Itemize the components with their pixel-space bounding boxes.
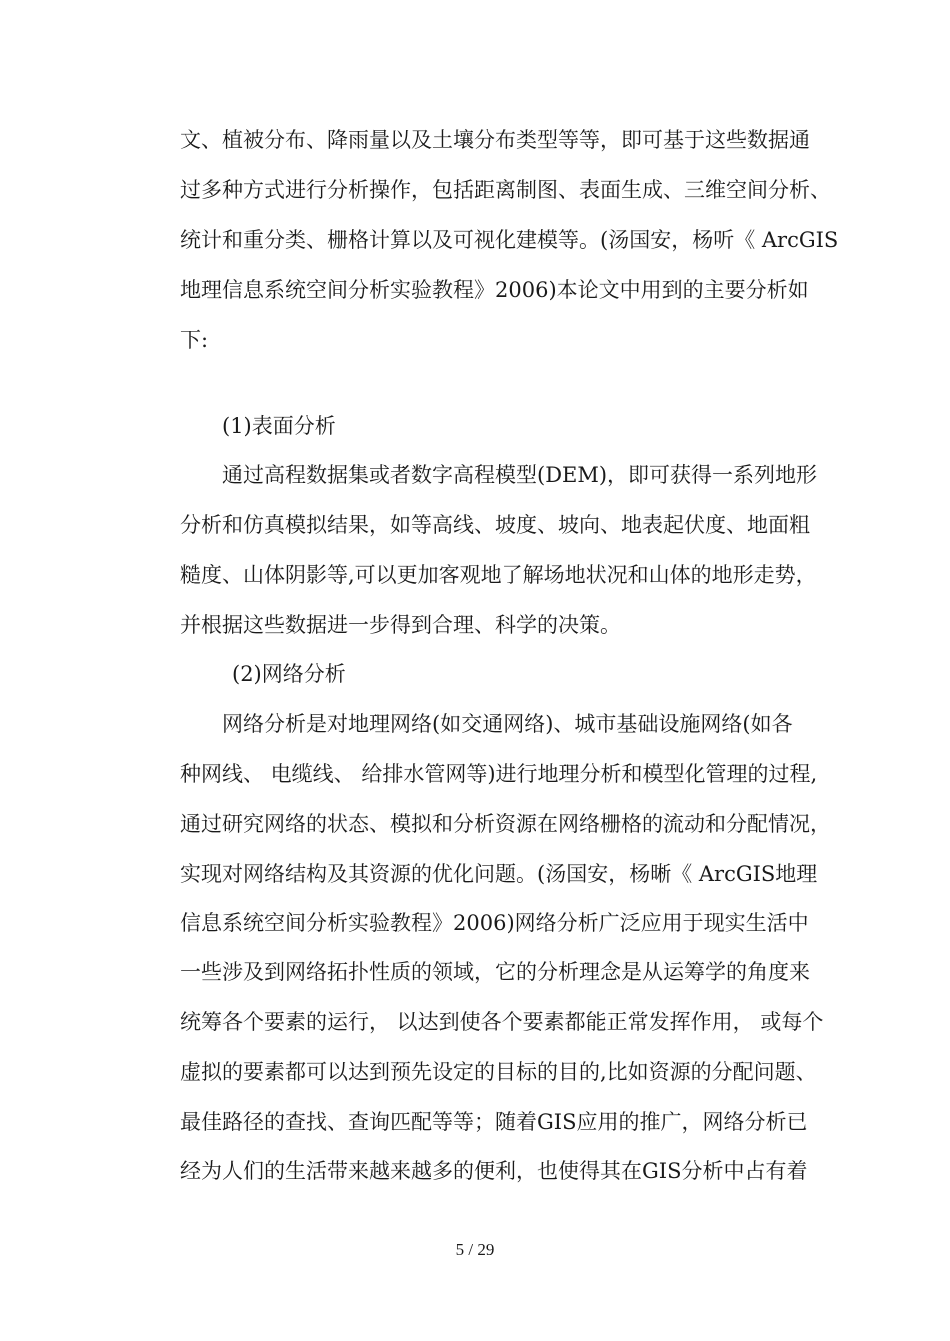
paragraph-line: 分析和仿真模拟结果，如等高线、坡度、坡向、地表起伏度、地面粗 [180, 513, 810, 537]
paragraph-line: 通过研究网络的状态、模拟和分析资源在网络栅格的流动和分配情况， [180, 812, 831, 836]
section-heading: (1)表面分析 [222, 414, 336, 438]
section-heading: (2)网络分析 [232, 662, 346, 686]
paragraph-line: 一些涉及到网络拓扑性质的领域，它的分析理念是从运筹学的角度来 [180, 960, 810, 984]
paragraph-line: 网络分析是对地理网络(如交通网络)、城市基础设施网络(如各 [222, 712, 793, 736]
paragraph-line: 种网线、 电缆线、 给排水管网等)进行地理分析和模型化管理的过程, [180, 762, 818, 786]
paragraph-line: 下: [180, 328, 209, 352]
paragraph-line: 虚拟的要素都可以达到预先设定的目标的目的,比如资源的分配问题、 [180, 1060, 817, 1084]
paragraph-line: 糙度、山体阴影等,可以更加客观地了解场地状况和山体的地形走势， [180, 563, 817, 587]
paragraph-line: 并根据这些数据进一步得到合理、科学的决策。 [180, 613, 621, 637]
paragraph-line: 经为人们的生活带来越来越多的便利，也使得其在GIS分析中占有着 [180, 1159, 808, 1183]
paragraph-line: 地理信息系统空间分析实验教程》2006)本论文中用到的主要分析如 [180, 278, 809, 302]
page-number: 5 / 29 [455, 1240, 495, 1259]
paragraph-line: 通过高程数据集或者数字高程模型(DEM)，即可获得一系列地形 [222, 463, 818, 487]
paragraph-line: 文、植被分布、降雨量以及土壤分布类型等等，即可基于这些数据通 [180, 128, 810, 152]
paragraph-line: 实现对网络结构及其资源的优化问题。(汤国安，杨晰《 ArcGIS地理 [180, 862, 818, 886]
paragraph-line: 最佳路径的查找、查询匹配等等；随着GIS应用的推广，网络分析已 [180, 1110, 808, 1134]
paragraph-line: 统计和重分类、栅格计算以及可视化建模等。(汤国安，杨听《 ArcGIS [180, 228, 839, 252]
paragraph-line: 信息系统空间分析实验教程》2006)网络分析广泛应用于现实生活中 [180, 911, 809, 935]
paragraph-line: 统筹各个要素的运行， 以达到使各个要素都能正常发挥作用， 或每个 [180, 1010, 824, 1034]
paragraph-line: 过多种方式进行分析操作，包括距离制图、表面生成、三维空间分析、 [180, 178, 831, 202]
